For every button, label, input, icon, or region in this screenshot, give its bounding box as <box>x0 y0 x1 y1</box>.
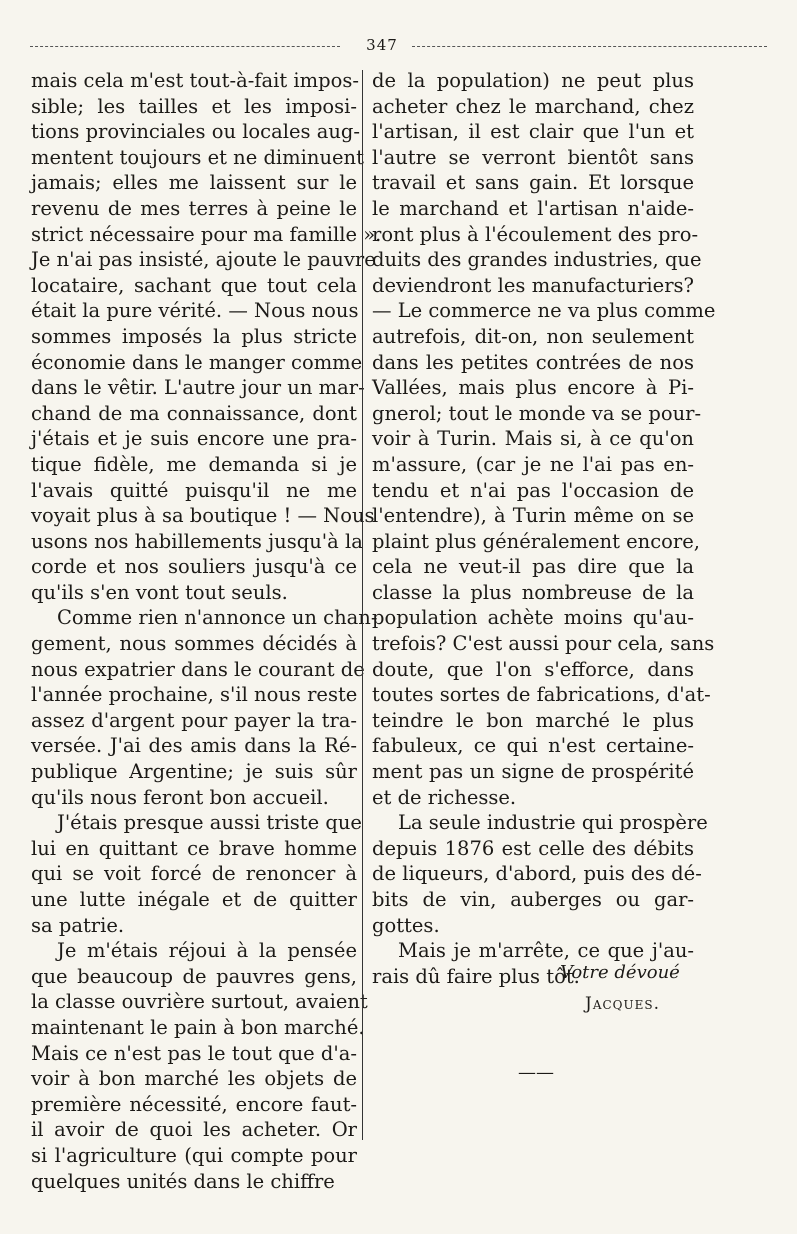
text-line: duits des grandes industries, que <box>372 248 702 272</box>
text-line: tendu et n'ai pas l'occasion de <box>372 478 694 502</box>
text-line: La seule industrie qui prospère <box>398 811 708 835</box>
text-line: locataire, sachant que tout cela <box>31 273 357 297</box>
signer-name: Jacques. <box>585 994 660 1014</box>
text-line: acheter chez le marchand, chez <box>372 94 694 118</box>
text-line: dans le vêtir. L'autre jour un mar- <box>31 376 365 400</box>
text-line: trefois? C'est aussi pour cela, sans <box>372 632 715 656</box>
text-line: si l'agriculture (qui compte pour <box>31 1143 357 1167</box>
text-line: gnerol; tout le monde va se pour- <box>372 401 702 425</box>
text-line: j'étais et je suis encore une pra- <box>31 427 357 451</box>
text-line: qu'ils nous feront bon accueil. <box>31 785 329 809</box>
text-line: lui en quittant ce brave homme <box>31 836 357 860</box>
text-line: de liqueurs, d'abord, puis des dé- <box>372 862 702 886</box>
text-line: population achète moins qu'au- <box>372 606 694 630</box>
text-line: ront plus à l'écoulement des pro- <box>372 222 699 246</box>
text-line: l'année prochaine, s'il nous reste <box>31 683 358 707</box>
text-line: depuis 1876 est celle des débits <box>372 836 694 860</box>
text-line: jamais; elles me laissent sur le <box>31 171 357 195</box>
text-line: qu'ils s'en vont tout seuls. <box>31 580 288 604</box>
text-line: Comme rien n'annonce un chan- <box>57 606 378 630</box>
text-line: rais dû faire plus tôt. <box>372 964 580 988</box>
text-line: travail et sans gain. Et lorsque <box>372 171 694 195</box>
text-line: publique Argentine; je suis sûr <box>31 760 357 784</box>
text-line: classe la plus nombreuse de la <box>372 580 694 604</box>
text-line: revenu de mes terres à peine le <box>31 196 357 220</box>
text-line: mentent toujours et ne diminuent <box>31 145 364 169</box>
text-line: strict nécessaire pour ma famille ». <box>31 222 382 246</box>
text-line: doute, que l'on s'efforce, dans <box>372 657 694 681</box>
text-line: l'avais quitté puisqu'il ne me <box>31 478 357 502</box>
page-number: 347 <box>366 36 398 54</box>
text-line: gement, nous sommes décidés à <box>31 632 357 656</box>
left-text-column <box>31 68 382 1194</box>
text-line: sible; les tailles et les imposi- <box>31 94 357 118</box>
text-line: versée. J'ai des amis dans la Ré- <box>31 734 357 758</box>
text-line: l'entendre), à Turin même on se <box>372 504 694 528</box>
paragraph <box>31 810 362 938</box>
text-line: assez d'argent pour payer la tra- <box>31 708 357 732</box>
text-line: voir à bon marché les objets de <box>31 1067 357 1091</box>
text-line: — Le commerce ne va plus comme <box>372 299 716 323</box>
text-line: tique fidèle, me demanda si je <box>31 452 357 476</box>
text-line: la classe ouvrière surtout, avaient <box>31 990 368 1014</box>
text-line: quelques unités dans le chiffre <box>31 1169 335 1193</box>
text-line: usons nos habillements jusqu'à la <box>31 529 363 553</box>
text-line: voir à Turin. Mais si, à ce qu'on <box>372 427 694 451</box>
text-line: fabuleux, ce qui n'est certaine- <box>372 734 694 758</box>
paragraph <box>372 68 716 810</box>
text-line: toutes sortes de fabrications, d'at- <box>372 683 711 707</box>
text-line: Mais ce n'est pas le tout que d'a- <box>31 1041 357 1065</box>
text-line: autrefois, dit-on, non seulement <box>372 324 694 348</box>
text-line: Je m'étais réjoui à la pensée <box>57 939 357 963</box>
text-line: tions provinciales ou locales aug- <box>31 120 360 144</box>
paragraph <box>31 938 368 1194</box>
text-line: et de richesse. <box>372 785 517 809</box>
text-line: l'artisan, il est clair que l'un et <box>372 120 694 144</box>
text-line: mais cela m'est tout-à-fait impos- <box>31 69 359 92</box>
text-line: cela ne veut-il pas dire que la <box>372 555 694 579</box>
text-line: m'assure, (car je ne l'ai pas en- <box>372 452 694 476</box>
text-line: Je n'ai pas insisté, ajoute le pauvre <box>31 248 376 272</box>
text-line: qui se voit forcé de renoncer à <box>31 862 357 886</box>
text-line: dans les petites contrées de nos <box>372 350 694 374</box>
text-line: gottes. <box>372 913 440 937</box>
text-line: nous expatrier dans le courant de <box>31 657 365 681</box>
header-rule-left <box>30 46 340 47</box>
paragraph <box>31 68 382 605</box>
end-mark: —— <box>518 1062 554 1083</box>
column-divider <box>362 70 363 1140</box>
text-line: chand de ma connaissance, dont <box>31 401 357 425</box>
text-line: économie dans le manger comme <box>31 350 363 374</box>
text-line: deviendront les manufacturiers? <box>372 273 694 297</box>
text-line: J'étais presque aussi triste que <box>57 811 362 835</box>
text-line: le marchand et l'artisan n'aide- <box>372 196 694 220</box>
text-line: il avoir de quoi les acheter. Or <box>31 1118 357 1142</box>
text-line: teindre le bon marché le plus <box>372 708 694 732</box>
text-line: première nécessité, encore faut- <box>31 1092 357 1116</box>
text-line: sa patrie. <box>31 913 125 937</box>
text-line: Vallées, mais plus encore à Pi- <box>372 376 694 400</box>
text-line: de la population) ne peut plus <box>372 69 694 92</box>
text-line: plaint plus généralement encore, <box>372 529 700 553</box>
text-line: corde et nos souliers jusqu'à ce <box>31 555 357 579</box>
page-header <box>30 36 767 56</box>
closing-salutation: Votre dévoué <box>560 962 680 983</box>
header-rule-right <box>412 46 767 47</box>
right-text-column <box>372 68 716 989</box>
text-line: une lutte inégale et de quitter <box>31 888 357 911</box>
text-line: Mais je m'arrête, ce que j'au- <box>398 939 694 963</box>
text-line: voyait plus à sa boutique ! — Nous <box>31 504 375 528</box>
text-line: ment pas un signe de prospérité <box>372 760 694 784</box>
text-line: l'autre se verront bientôt sans <box>372 145 694 169</box>
text-line: maintenant le pain à bon marché. <box>31 1015 365 1039</box>
paragraph <box>31 605 378 810</box>
paragraph <box>372 810 708 938</box>
text-line: sommes imposés la plus stricte <box>31 324 357 348</box>
text-line: que beaucoup de pauvres gens, <box>31 964 357 988</box>
text-line: était la pure vérité. — Nous nous <box>31 299 359 323</box>
text-line: bits de vin, auberges ou gar- <box>372 888 694 911</box>
